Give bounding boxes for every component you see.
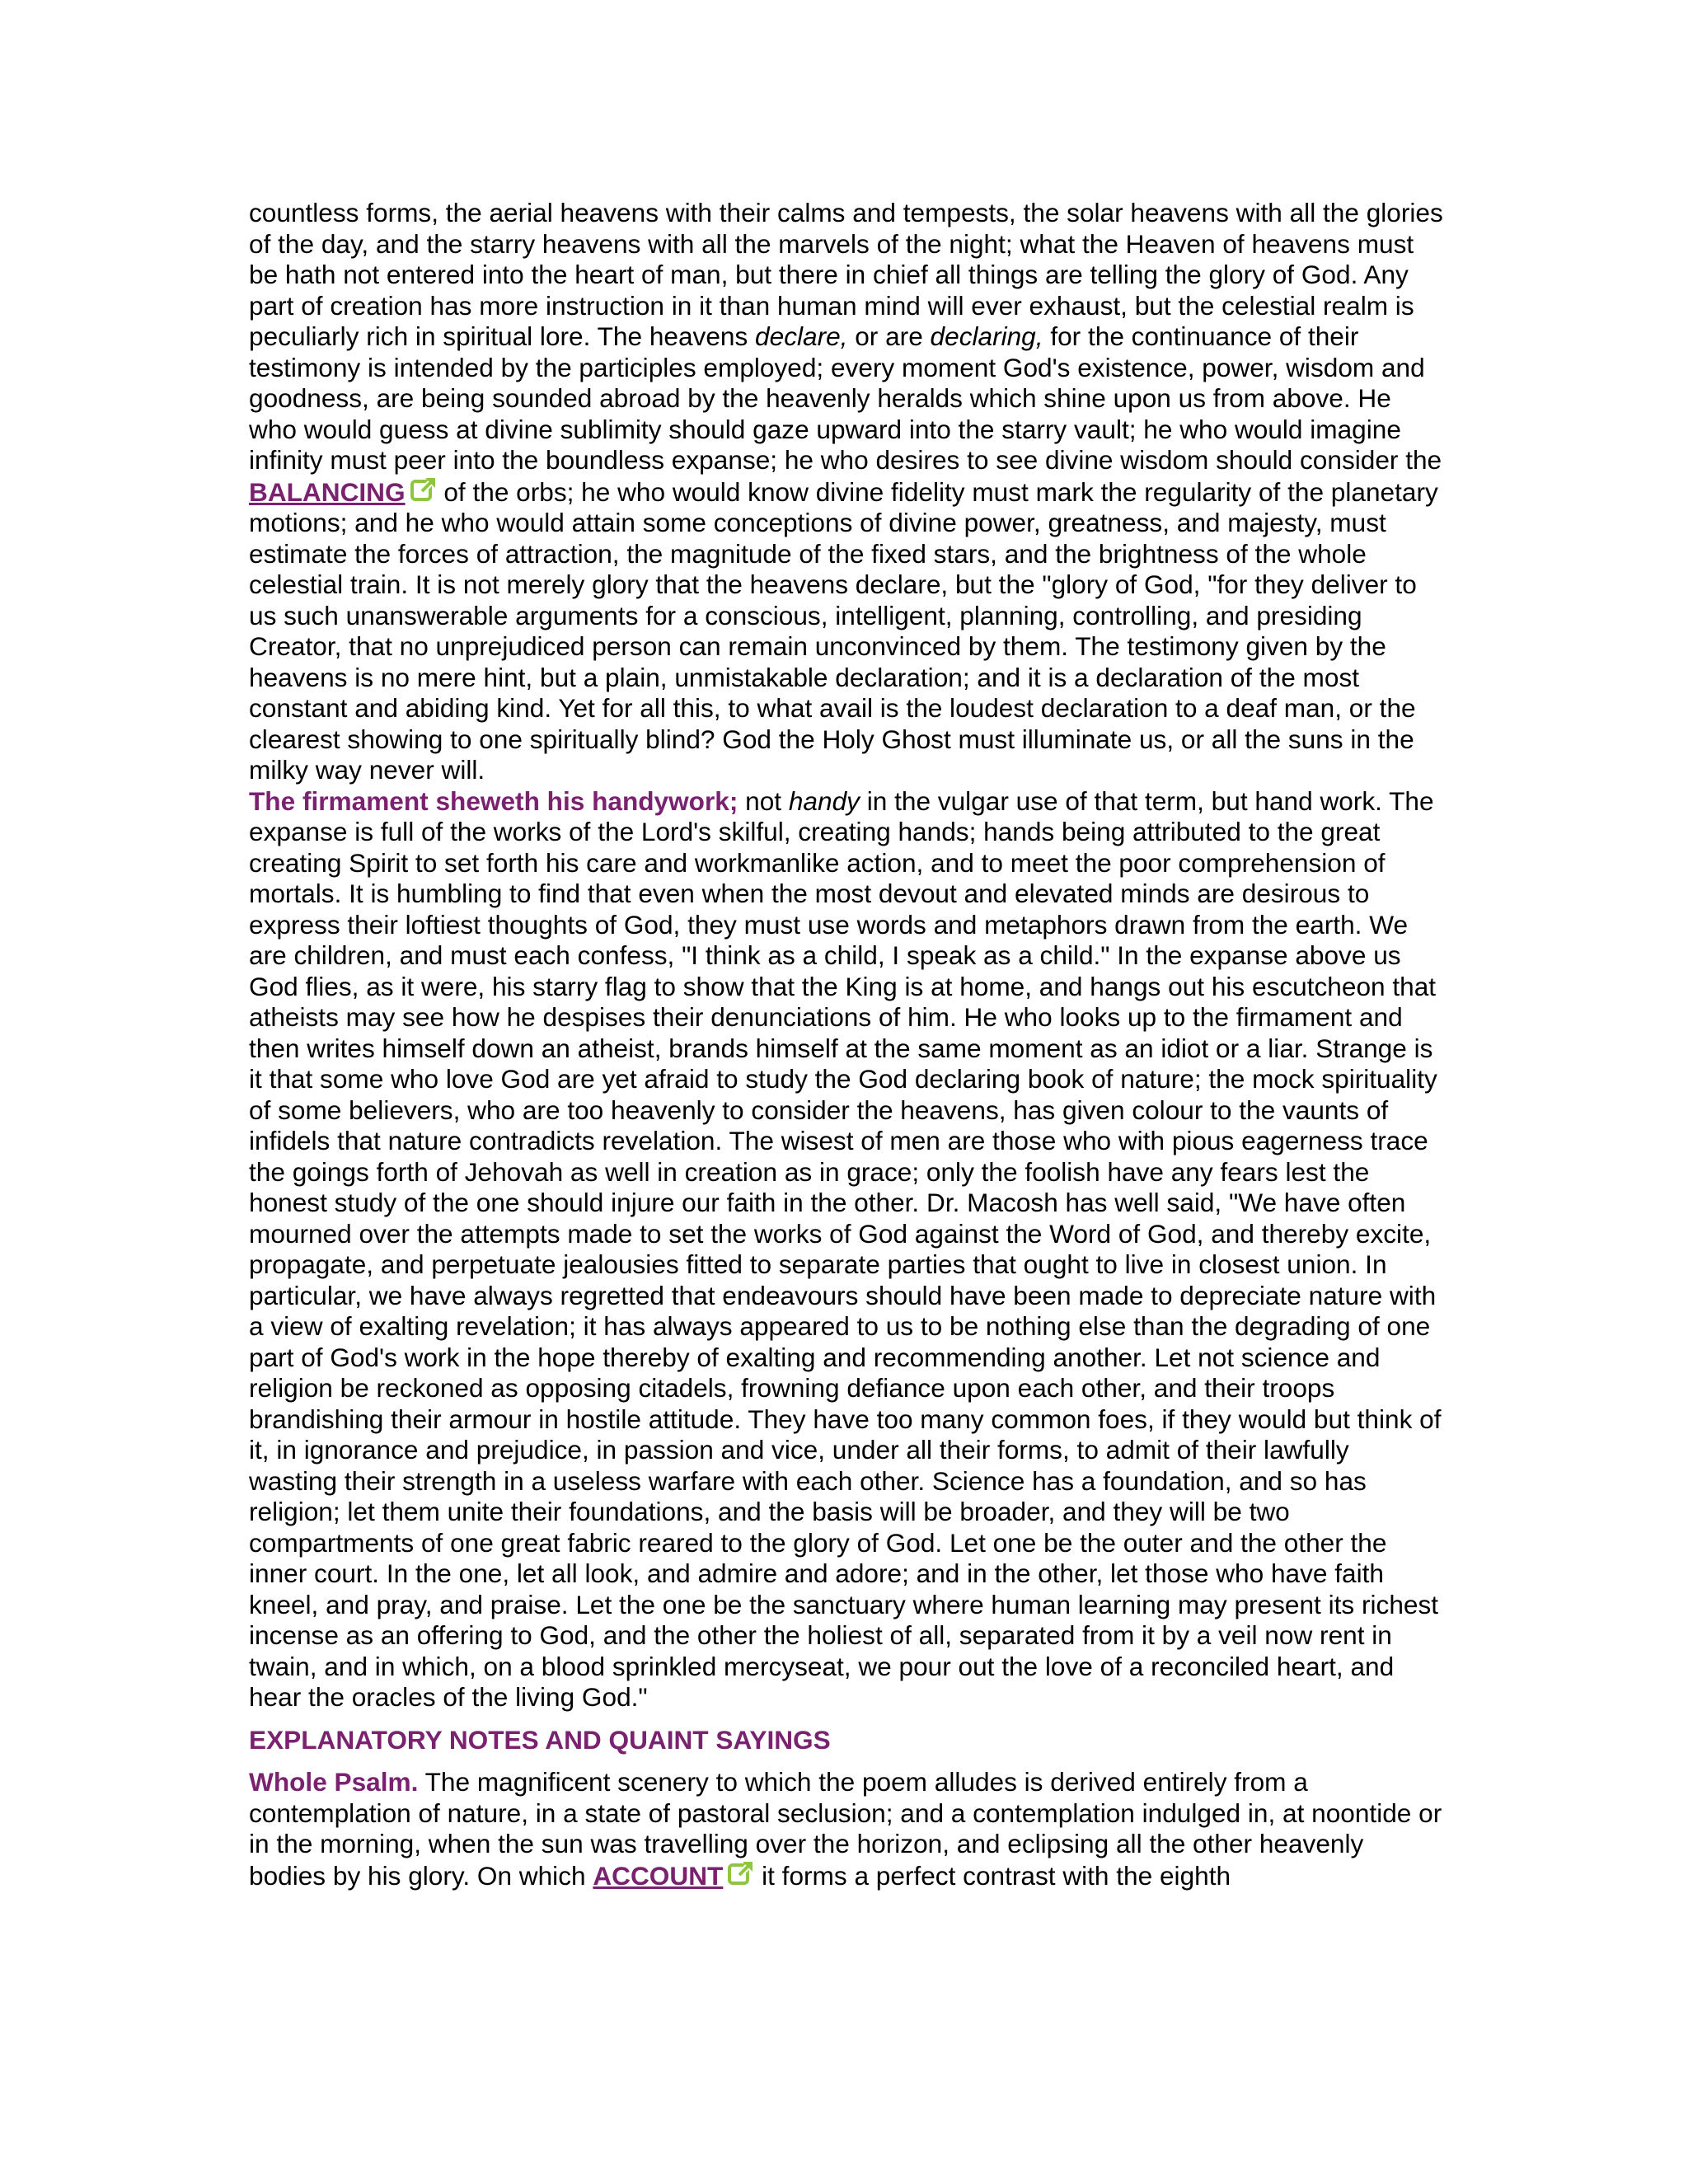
external-link-icon[interactable]: [410, 476, 437, 503]
section-heading: EXPLANATORY NOTES AND QUAINT SAYINGS: [249, 1724, 831, 1755]
paragraph-whole-psalm: [249, 1767, 1444, 1891]
text-run: countless forms, the aerial heavens with their calms and tempests, the solar heavens with all the glories of the day, and the starry heavens with all the marvels of the night; what the Heaven of heavens must be hath not entered into the heart of man, but there in chief all things are telling the glory of God. Any part of creation has more instruction in it than human mind will ever exhaust, but the celestial realm is peculiarly rich in spiritual lore. The heavens: [249, 198, 1443, 351]
text-run: of the orbs; he who would know divine fidelity must mark the regularity of the planetary motions; and he who would attain some conceptions of divine power, greatness, and majesty, must estimate the forces of attraction, the magnitude of the fixed stars, and the brightness of the whole celestial train. It is not merely glory that the heavens declare, but the "glory of God, "for they deliver to us such unanswerable arguments for a conscious, intelligent, planning, controlling, and presiding Creator, that no unprejudiced person can remain unconvinced by them. The testimony given by the heavens is no mere hint, but a plain, unmistakable declaration; and it is a declaration of the most constant and abiding kind. Yet for all this, to what avail is the loudest declaration to a deaf man, or the clearest showing to one spiritually blind? God the Holy Ghost must illuminate us, or all the suns in the milky way never will.: [249, 476, 1438, 785]
paragraph-heavens-declare: [249, 198, 1444, 786]
text-run: in the vulgar use of that term, but hand work. The expanse is full of the works of the Lord's skilful, creating hands; hands being attributed to the great creating Spirit to set forth his care and workmanlike action, and to meet the poor comprehension of mortals. It is humbling to find that even when the most devout and elevated minds are desirous to express their loftiest thoughts of God, they must use words and metaphors drawn from the earth. We are children, and must each confess, "I think as a child, I speak as a child." In the expanse above us God flies, as it were, his starry flag to show that the King is at home, and hangs out his escutcheon that atheists may see how he despises their denunciations of him. He who looks up to the firmament and then writes himself down an atheist, brands himself at the same moment as an idiot or a liar. Strange is it that some who love God are yet afraid to study the God declaring book of nature; the mock spirituality of some believers, who are too heavenly to consider the heavens, has given colour to the vaunts of infidels that nature contradicts revelation. The wisest of men are those who with pious eagerness trace the goings forth of Jehovah as well in creation as in grace; only the foolish have any fears lest the honest study of the one should injure our faith in the other. Dr. Macosh has well said, "We have often mourned over the attempts made to set the works of God against the Word of God, and thereby excite, propagate, and perpetuate jealousies fitted to separate parties that ought to live in closest union. In particular, we have always regretted that endeavours should have been made to depreciate nature with a view of exalting revelation; it has always appeared to us to be nothing else than the degrading of one part of God's work in the hope thereby of exalting and recommending another. Let not science and religion be reckoned as opposing citadels, frowning defiance upon each other, and their troops brandishing their armour in hostile attitude. They have too many common foes, if they would but think of it, in ignorance and prejudice, in passion and vice, under all their forms, to admit of their lawfully wasting their strength in a useless warfare with each other. Science has a foundation, and so has religion; let them unite their foundations, and the basis will be broader, and they will be two compartments of one great fabric reared to the glory of God. Let one be the outer and the other the inner court. In the one, let all look, and admire and adore; and in the other, let those who have faith kneel, and pray, and praise. Let the one be the sanctuary where human learning may present its richest incense as an offering to God, and the other the holiest of all, separated from it by a veil now rent in twain, and in which, on a blood sprinkled mercyseat, we pour out the love of a reconciled heart, and hear the oracles of the living God.": [249, 785, 1442, 1712]
note-lead-whole-psalm: Whole Psalm.: [249, 1767, 419, 1797]
document-body: [249, 198, 1444, 1891]
text-run: for the continuance of their testimony is intended by the participles employed; every moment God's existence, power, wisdom and goodness, are being sounded abroad by the heavenly heralds which shine upon us from above. He who would guess at divine sublimity should gaze upward into the starry vault; he who would imagine infinity must peer into the boundless expanse; he who desires to see divine wisdom should consider the: [249, 321, 1442, 475]
balancing-link[interactable]: BALANCING: [249, 476, 406, 507]
external-link-icon[interactable]: [728, 1860, 754, 1886]
account-link[interactable]: ACCOUNT: [593, 1860, 724, 1891]
text-run: it forms a perfect contrast with the eighth: [754, 1860, 1231, 1891]
emphasis-declare: declare,: [755, 321, 848, 351]
paragraph-firmament: [249, 786, 1444, 1713]
verse-lead-firmament: The firmament sheweth his handywork;: [249, 785, 738, 816]
text-run: or are: [847, 321, 931, 351]
emphasis-handy: handy: [788, 785, 860, 816]
text-run: The magnificent scenery to which the poem alludes is derived entirely from a contemplation of nature, in a state of pastoral seclusion; and a contemplation indulged in, at noontide or in the morning, when the sun was travelling over the horizon, and eclipsing all the other heavenly bodies by his glory. On which: [249, 1767, 1442, 1891]
emphasis-declaring: declaring,: [930, 321, 1043, 351]
text-run: not: [738, 785, 789, 816]
